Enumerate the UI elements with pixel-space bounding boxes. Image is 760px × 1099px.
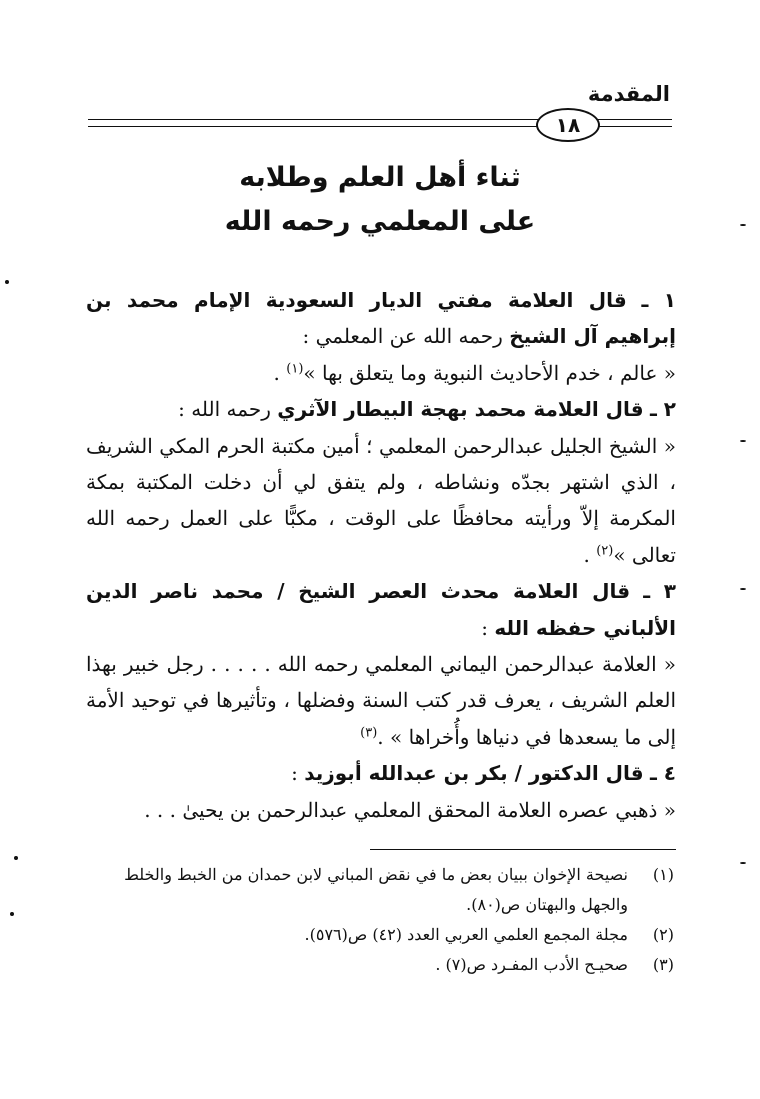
testimony-4-quote — [86, 792, 676, 828]
scan-speck — [5, 280, 9, 284]
footnote-text: مجلة المجمع العلمي العربي العدد (٤٢) ص(٥٧٦). — [304, 925, 628, 944]
scan-speck — [14, 856, 18, 860]
footnote — [86, 860, 674, 920]
footnote-mark: (١) — [652, 865, 674, 884]
footnote-ref: (١) — [286, 361, 304, 377]
quote-text: « عالم ، خدم الأحاديث النبوية وما يتعلق بها » — [303, 360, 676, 385]
quote-text: « ذهبي عصره العلامة المحقق المعلمي عبدالرحمن بن يحيىٰ . . . — [144, 797, 676, 822]
item-number: ٣ ـ — [643, 579, 676, 604]
item-intro-rest: : — [481, 615, 495, 640]
footnotes — [86, 860, 674, 980]
footnote-mark: (٢) — [652, 925, 674, 944]
item-number: ٤ ـ — [649, 761, 676, 786]
item-intro: قال الدكتور / بكر بن عبدالله أبوزيد — [304, 761, 644, 786]
section-title: ثناء أهل العلم وطلابه — [239, 162, 521, 193]
testimony-3-quote — [86, 646, 676, 755]
item-intro: قال العلامة محمد بهجة البيطار الآثري — [277, 397, 644, 422]
testimony-3 — [86, 573, 676, 646]
item-number: ١ ـ — [641, 288, 676, 312]
footnote-ref: (٢) — [596, 543, 614, 559]
scan-speck — [10, 912, 14, 916]
running-head: المقدمة — [587, 82, 670, 106]
footnote-separator — [370, 849, 676, 850]
item-intro-rest: : — [291, 761, 305, 786]
footnote-text: صحيـح الأدب المفـرد ص(٧) . — [435, 955, 628, 974]
item-intro: قال العلامة مفتي الديار السعودية الإمام محمد بن إبراهيم آل الشيخ — [86, 288, 676, 349]
item-intro: قال العلامة محدث العصر الشيخ / محمد ناصر الدين الألباني حفظه الله — [86, 579, 676, 640]
footnote-mark: (٣) — [652, 955, 674, 974]
footnote — [86, 920, 674, 950]
testimony-4 — [86, 755, 676, 791]
item-intro-rest: رحمه الله : — [178, 397, 278, 422]
footnote-ref: (٣) — [360, 725, 378, 741]
quote-text: « العلامة عبدالرحمن اليماني المعلمي رحمه الله . . . . . رجل خبير بهذا العلم الشريف ، يعرف قدر كتب السنة وفضلها ، وتأثيرها في توحيد الأمة إلى ما يسعدها في دنياها وأُخراها » . — [86, 652, 676, 749]
testimony-2-quote — [86, 428, 676, 574]
scan-speck — [740, 224, 746, 226]
quote-text: « الشيخ الجليل عبدالرحمن المعلمي ؛ أمين مكتبة الحرم المكي الشريف ، الذي اشتهر بجدّه ونشاطه ، ولم يتفق لي أن دخلت المكتبة بمكة المكرمة إلاّ ورأيته محافظًا على الوقت ، مكبًّا على العمل رحمه الله تعالى » — [86, 433, 676, 567]
scan-speck — [740, 440, 746, 442]
scan-speck — [740, 588, 746, 590]
page-number: ١٨ — [536, 108, 600, 142]
item-number: ٢ ـ — [649, 397, 676, 422]
testimony-1-quote — [86, 355, 676, 391]
testimony-1 — [86, 282, 676, 355]
quote-end: . — [273, 360, 287, 385]
item-intro-rest: رحمه الله عن المعلمي : — [302, 324, 510, 349]
body-text — [86, 282, 676, 828]
footnote — [86, 950, 674, 980]
quote-end: . — [583, 542, 597, 567]
section-subtitle: على المعلمي رحمه الله — [224, 206, 536, 237]
footnote-text: نصيحة الإخوان ببيان بعض ما في نقض المباني لابن حمدان من الخبط والخلط والجهل والبهتان ص(٨٠). — [124, 865, 628, 914]
testimony-2 — [86, 391, 676, 427]
scan-speck — [740, 862, 746, 864]
